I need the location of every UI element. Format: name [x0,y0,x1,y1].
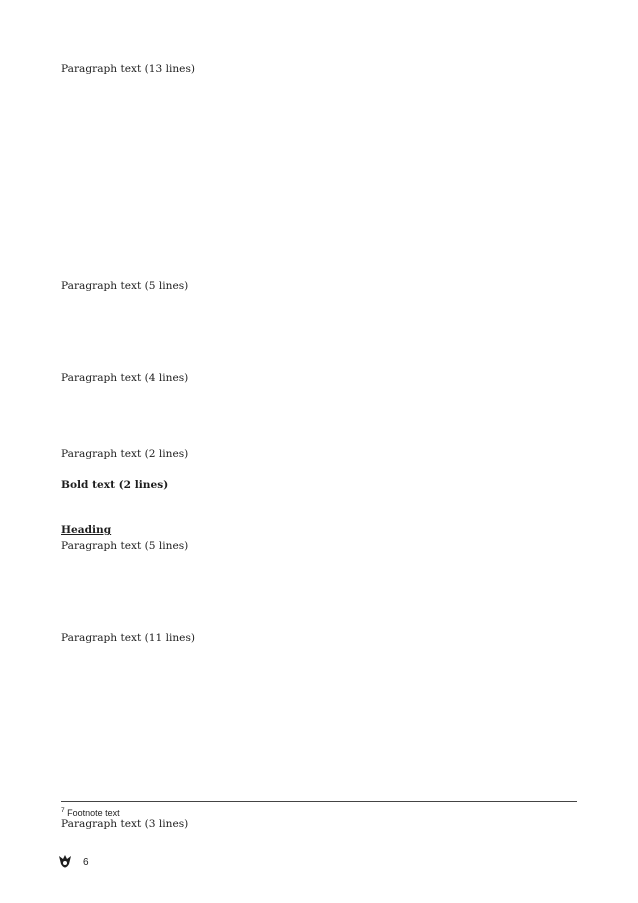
page-body [61,62,577,877]
paragraph-3 [61,371,577,433]
footnote-divider [61,801,577,802]
page-number: 6 [83,856,89,868]
paragraph-2 [61,279,577,357]
paragraph-8-text: Paragraph text (11 lines) [61,632,196,644]
paragraph-7-text: Paragraph text (5 lines) [61,540,189,553]
footnote-text: Footnote text [67,808,120,818]
paragraph-9 [61,817,577,864]
paragraph-5-text: Bold text (2 lines) [61,479,169,492]
paragraph-7 [61,539,577,617]
footnote-marker: 7 [61,807,65,814]
section-heading-text: Heading [61,524,112,537]
paragraph-3-text: Paragraph text (4 lines) [61,371,189,384]
paragraph-4-text: Paragraph text (2 lines) [61,448,189,461]
paragraph-5 [61,478,577,509]
paragraph-8 [61,631,577,803]
paragraph-4 [61,447,577,478]
footnote [61,807,577,819]
paragraph-1-text: Paragraph text (13 lines) [61,63,196,75]
section-heading [61,523,577,539]
publisher-logo-icon [57,853,73,871]
page-footer [57,852,89,872]
paragraph-2-text: Paragraph text (5 lines) [61,279,189,292]
paragraph-9-text: Paragraph text (3 lines) [61,817,189,830]
paragraph-1 [61,62,577,265]
